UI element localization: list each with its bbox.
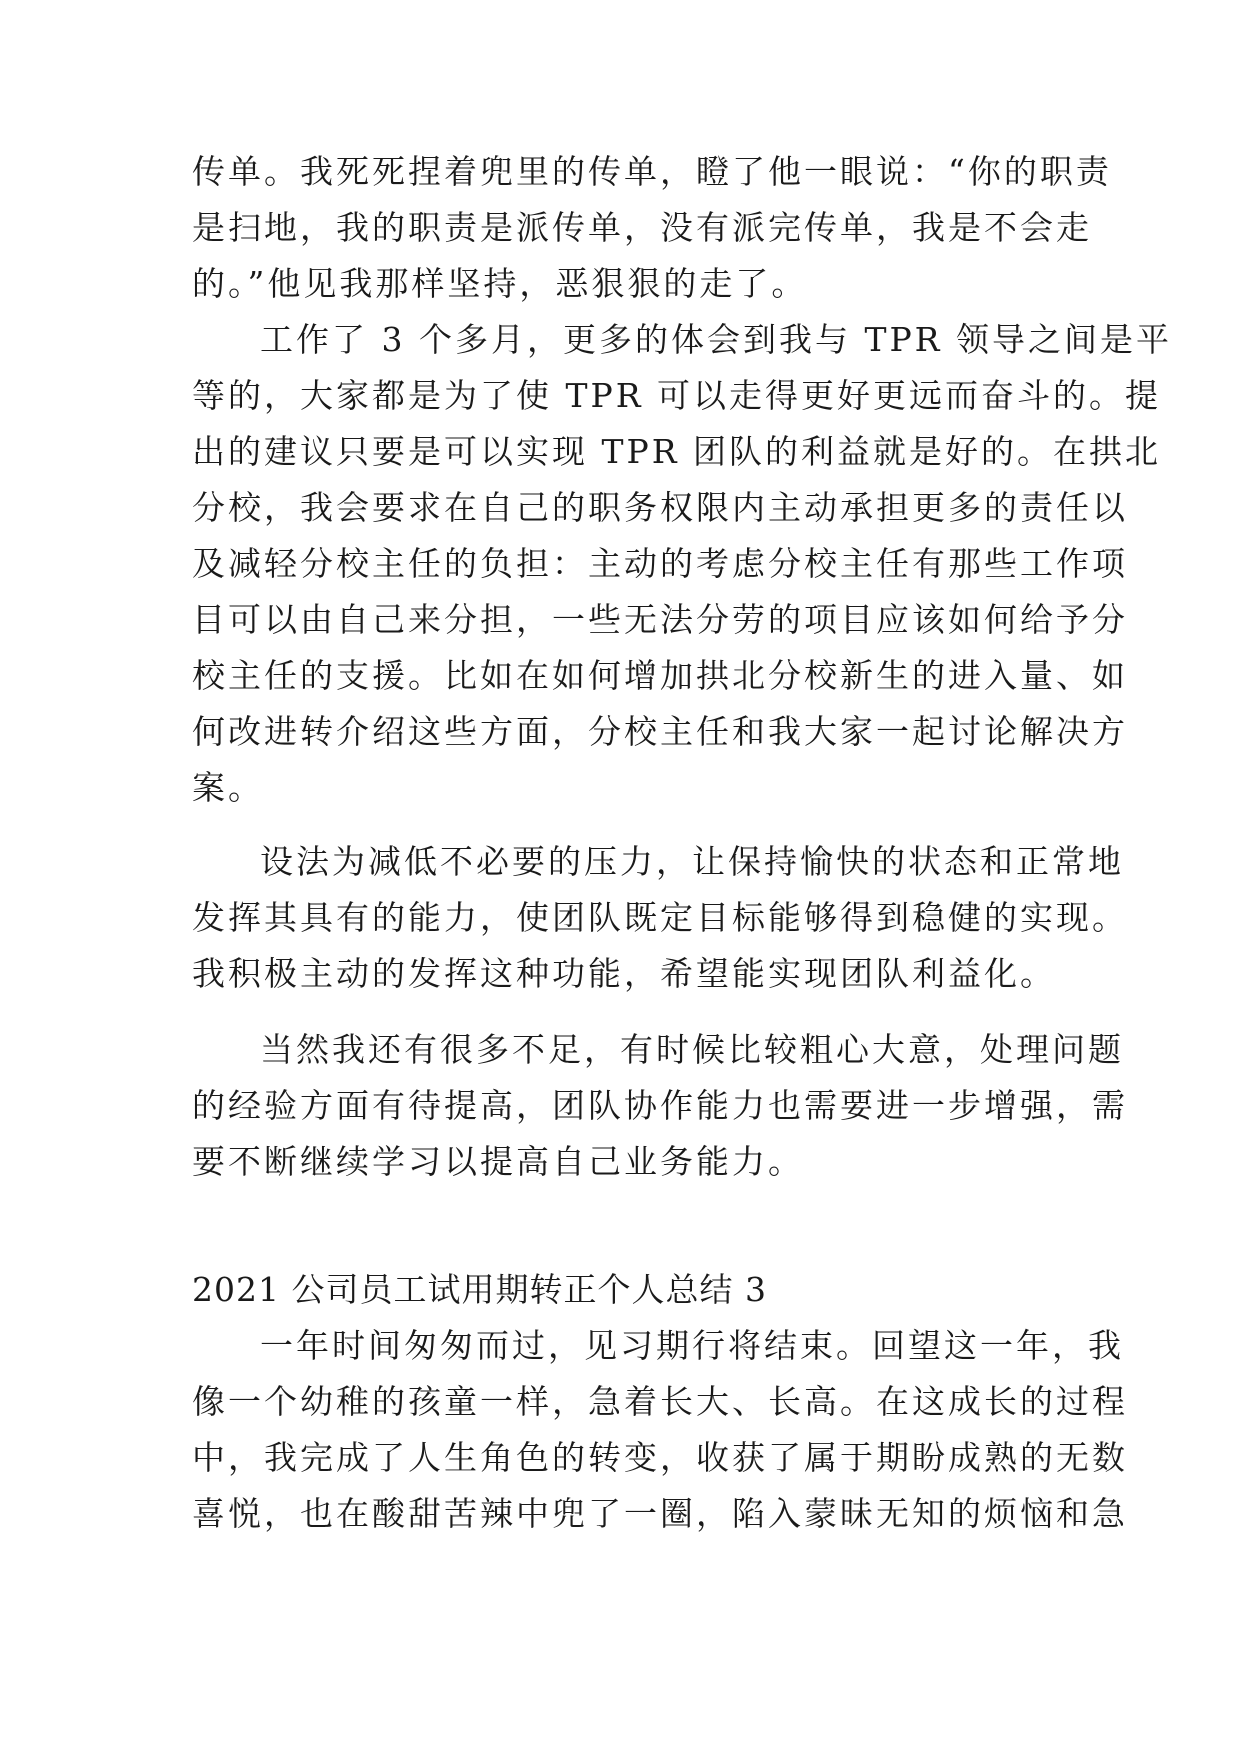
text-line: 喜悦，也在酸甜苦辣中兜了一圈，陷入蒙昧无知的烦恼和急 <box>192 1494 1128 1533</box>
text-line: 的经验方面有待提高，团队协作能力也需要进一步增强，需 <box>192 1086 1128 1125</box>
paragraph-start: 工作了 3 个多月，更多的体会到我与 TPR 领导之间是平 <box>260 320 1173 359</box>
text-line: 校主任的支援。比如在如何增加拱北分校新生的进入量、如 <box>192 656 1128 695</box>
paragraph-start: 当然我还有很多不足，有时候比较粗心大意，处理问题 <box>260 1030 1124 1069</box>
text-line: 何改进转介绍这些方面，分校主任和我大家一起讨论解决方 <box>192 712 1128 751</box>
text-line: 是扫地，我的职责是派传单，没有派完传单，我是不会走 <box>192 208 1092 247</box>
text-line: 分校，我会要求在自己的职务权限内主动承担更多的责任以 <box>192 488 1128 527</box>
text-line: 案。 <box>192 768 264 807</box>
text-line: 像一个幼稚的孩童一样，急着长大、长高。在这成长的过程 <box>192 1382 1128 1421</box>
text-line: 要不断继续学习以提高自己业务能力。 <box>192 1142 804 1181</box>
text-line: 发挥其具有的能力，使团队既定目标能够得到稳健的实现。 <box>192 898 1128 937</box>
text-line: 等的，大家都是为了使 TPR 可以走得更好更远而奋斗的。提 <box>192 376 1162 415</box>
text-line: 传单。我死死捏着兜里的传单，瞪了他一眼说：“你的职责 <box>192 152 1112 191</box>
text-line: 目可以由自己来分担，一些无法分劳的项目应该如何给予分 <box>192 600 1128 639</box>
text-line: 我积极主动的发挥这种功能，希望能实现团队利益化。 <box>192 954 1056 993</box>
paragraph-start: 一年时间匆匆而过，见习期行将结束。回望这一年，我 <box>260 1326 1124 1365</box>
text-line: 的。”他见我那样坚持，恶狠狠的走了。 <box>192 264 808 303</box>
text-line: 中，我完成了人生角色的转变，收获了属于期盼成熟的无数 <box>192 1438 1128 1477</box>
text-line: 出的建议只要是可以实现 TPR 团队的利益就是好的。在拱北 <box>192 432 1162 471</box>
paragraph-start: 设法为减低不必要的压力，让保持愉快的状态和正常地 <box>260 842 1124 881</box>
text-line: 及减轻分校主任的负担：主动的考虑分校主任有那些工作项 <box>192 544 1128 583</box>
section-heading: 2021 公司员工试用期转正个人总结 3 <box>192 1270 767 1309</box>
